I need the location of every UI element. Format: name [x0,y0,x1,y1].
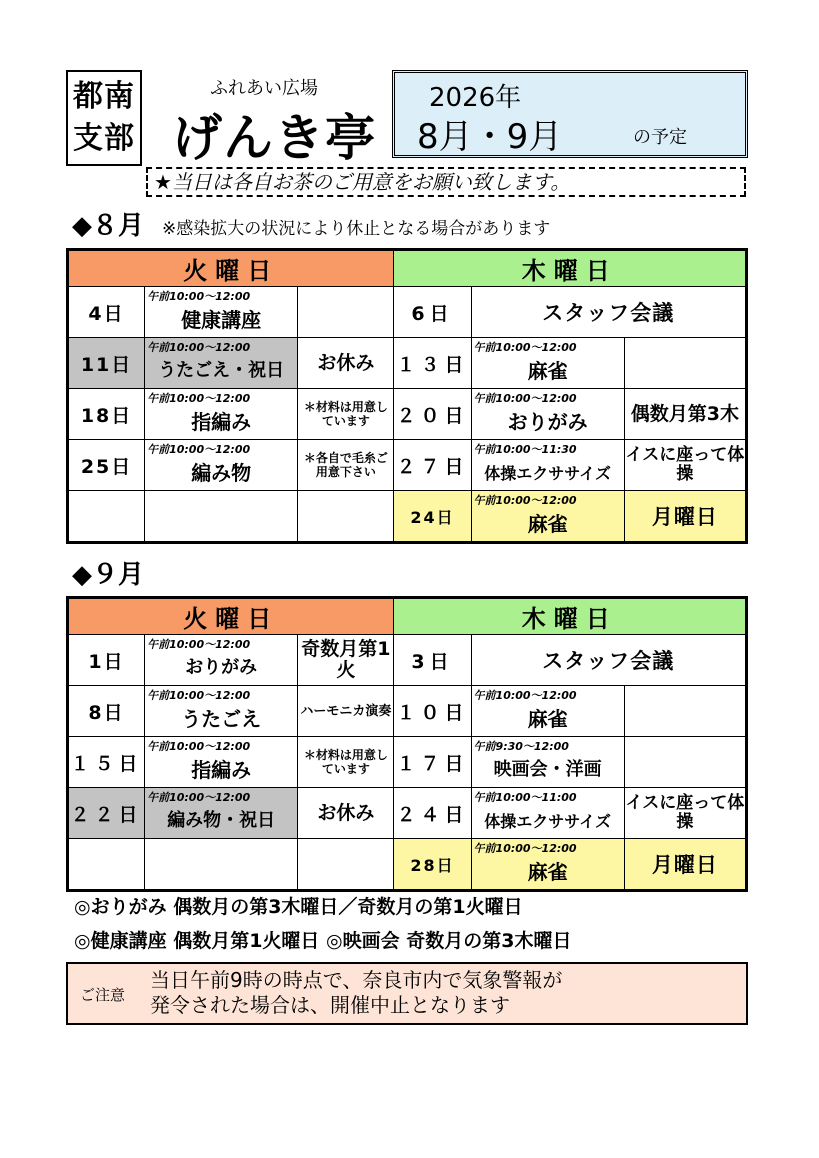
note-cell: ハーモニカ演奏 [298,686,394,737]
event-time: 午前10:00～12:00 [147,290,251,303]
event-cell [145,635,298,686]
event-cell [471,338,624,389]
date-cell: ２０日 [394,389,471,440]
date-cell: 6日 [394,287,471,338]
september-schedule-table [66,596,748,892]
event-title: 指編み [191,409,252,434]
note-cell [624,338,746,389]
caution-line-1: 当日午前9時の時点で、奈良市内で気象警報が [150,968,563,992]
note-cell [624,737,746,788]
event-time: 午前10:00～12:00 [473,689,577,702]
closed-badge: お休み [298,338,394,389]
thursday-header: 木曜日 [394,598,747,635]
event-time: 午前10:00～12:00 [147,392,251,405]
event-time: 午前10:00～12:00 [147,638,251,651]
date-cell: 28日 [394,839,471,891]
date-cell: 8日 [68,686,145,737]
table-row [68,839,747,891]
table-row [68,389,747,440]
table-row [68,635,747,686]
note-cell: イスに座って体操 [624,788,746,839]
table-row [68,287,747,338]
event-title: 麻雀 [527,859,568,884]
event-time: 午前10:00～12:00 [147,341,251,354]
table-row [68,338,747,389]
event-title: 編み物・祝日 [167,810,276,831]
monday-badge: 月曜日 [624,839,746,891]
note-cell: イスに座って体操 [624,440,746,491]
event-title: 麻雀 [527,358,568,383]
note-cell: 奇数月第1火 [298,635,394,686]
event-time: 午前10:00～12:00 [147,443,251,456]
table-row [68,788,747,839]
schedule-months: 8月・9月 [417,117,563,157]
event-cell [145,338,298,389]
event-time: 午前10:00～11:00 [473,791,577,804]
date-cell: 4日 [68,287,145,338]
event-title: スタッフ会議 [471,287,746,338]
date-cell: 18日 [68,389,145,440]
note-cell: ＊材料は用意しています [298,737,394,788]
date-cell: 3日 [394,635,471,686]
event-cell [471,686,624,737]
event-cell [145,737,298,788]
event-cell [145,440,298,491]
event-cell [471,440,624,491]
event-title: 麻雀 [527,706,568,731]
caution-label: ご注意 [80,986,126,1004]
empty-cell [68,491,145,543]
empty-cell [298,839,394,891]
august-schedule-table [66,248,748,544]
date-cell: ２７日 [394,440,471,491]
event-time: 午前10:00～12:00 [147,740,251,753]
event-title: 体操エクササイズ [484,811,612,831]
event-title: うたごえ [181,706,262,731]
empty-cell [145,491,298,543]
event-cell [145,788,298,839]
date-cell: ２４日 [394,788,471,839]
event-cell [145,389,298,440]
event-cell [145,287,298,338]
date-cell: １７日 [394,737,471,788]
tuesday-header: 火曜日 [68,598,394,635]
branch-line-2: 支部 [73,121,135,156]
branch-line-1: 都南 [73,79,135,114]
table-row [68,491,747,543]
event-cell [471,737,624,788]
event-title: 健康講座 [181,307,262,332]
schedule-period-box [392,70,748,158]
tea-notice: ★当日は各自お茶のご用意をお願い致します。 [146,167,746,197]
event-title: 麻雀 [527,511,568,536]
venue-title: げんき亭 [172,109,376,167]
event-time: 午前10:00～12:00 [473,392,577,405]
empty-cell [68,839,145,891]
note-cell: ＊材料は用意しています [298,389,394,440]
event-title: スタッフ会議 [471,635,746,686]
event-time: 午前10:00～12:00 [473,494,577,507]
event-time: 午前10:00～11:30 [473,443,577,456]
event-cell [471,839,624,891]
september-heading: ◆９月 [72,560,144,590]
venue-subtitle: ふれあい広場 [210,78,318,99]
caution-text [150,968,562,1018]
event-cell [471,389,624,440]
august-note: ※感染拡大の状況により休止となる場合があります [162,219,551,239]
august-heading-row [72,205,550,242]
event-time: 午前10:00～12:00 [147,791,251,804]
thursday-header: 木曜日 [394,250,747,287]
note-cell [624,686,746,737]
date-cell: １３日 [394,338,471,389]
date-cell: １５日 [68,737,145,788]
event-time: 午前10:00～12:00 [147,689,251,702]
note-cell [298,287,394,338]
schedule-rule-1: ◎おりがみ 偶数月の第3木曜日／奇数月の第1火曜日 [74,896,523,918]
event-title: 編み物 [191,460,252,485]
event-title: うたごえ・祝日 [158,360,285,381]
event-title: おりがみ [507,409,588,434]
schedule-rule-2: ◎健康講座 偶数月第1火曜日 ◎映画会 奇数月の第3木曜日 [74,930,572,952]
table-row [68,686,747,737]
monday-badge: 月曜日 [624,491,746,543]
note-cell: ＊各自で毛糸ご用意下さい [298,440,394,491]
note-cell: 偶数月第3木 [624,389,746,440]
date-cell: 1日 [68,635,145,686]
date-cell: 11日 [68,338,145,389]
table-row [68,737,747,788]
event-cell [471,491,624,543]
empty-cell [298,491,394,543]
event-cell [145,686,298,737]
schedule-year: 2026年 [429,83,522,113]
event-cell [471,788,624,839]
event-title: 映画会・洋画 [493,759,602,780]
branch-label [66,70,142,166]
event-time: 午前9:30～12:00 [473,740,569,753]
empty-cell [145,839,298,891]
date-cell: ２２日 [68,788,145,839]
closed-badge: お休み [298,788,394,839]
tuesday-header: 火曜日 [68,250,394,287]
date-cell: 24日 [394,491,471,543]
table-row [68,440,747,491]
event-title: 体操エクササイズ [484,463,612,483]
schedule-suffix: の予定 [633,127,687,148]
caution-line-2: 発令された場合は、開催中止となります [150,993,510,1017]
august-heading: ◆８月 [72,211,144,241]
caution-box [66,962,748,1025]
date-cell: １０日 [394,686,471,737]
event-time: 午前10:00～12:00 [473,842,577,855]
event-title: 指編み [191,757,252,782]
event-time: 午前10:00～12:00 [473,341,577,354]
event-title: おりがみ [185,657,258,678]
date-cell: 25日 [68,440,145,491]
